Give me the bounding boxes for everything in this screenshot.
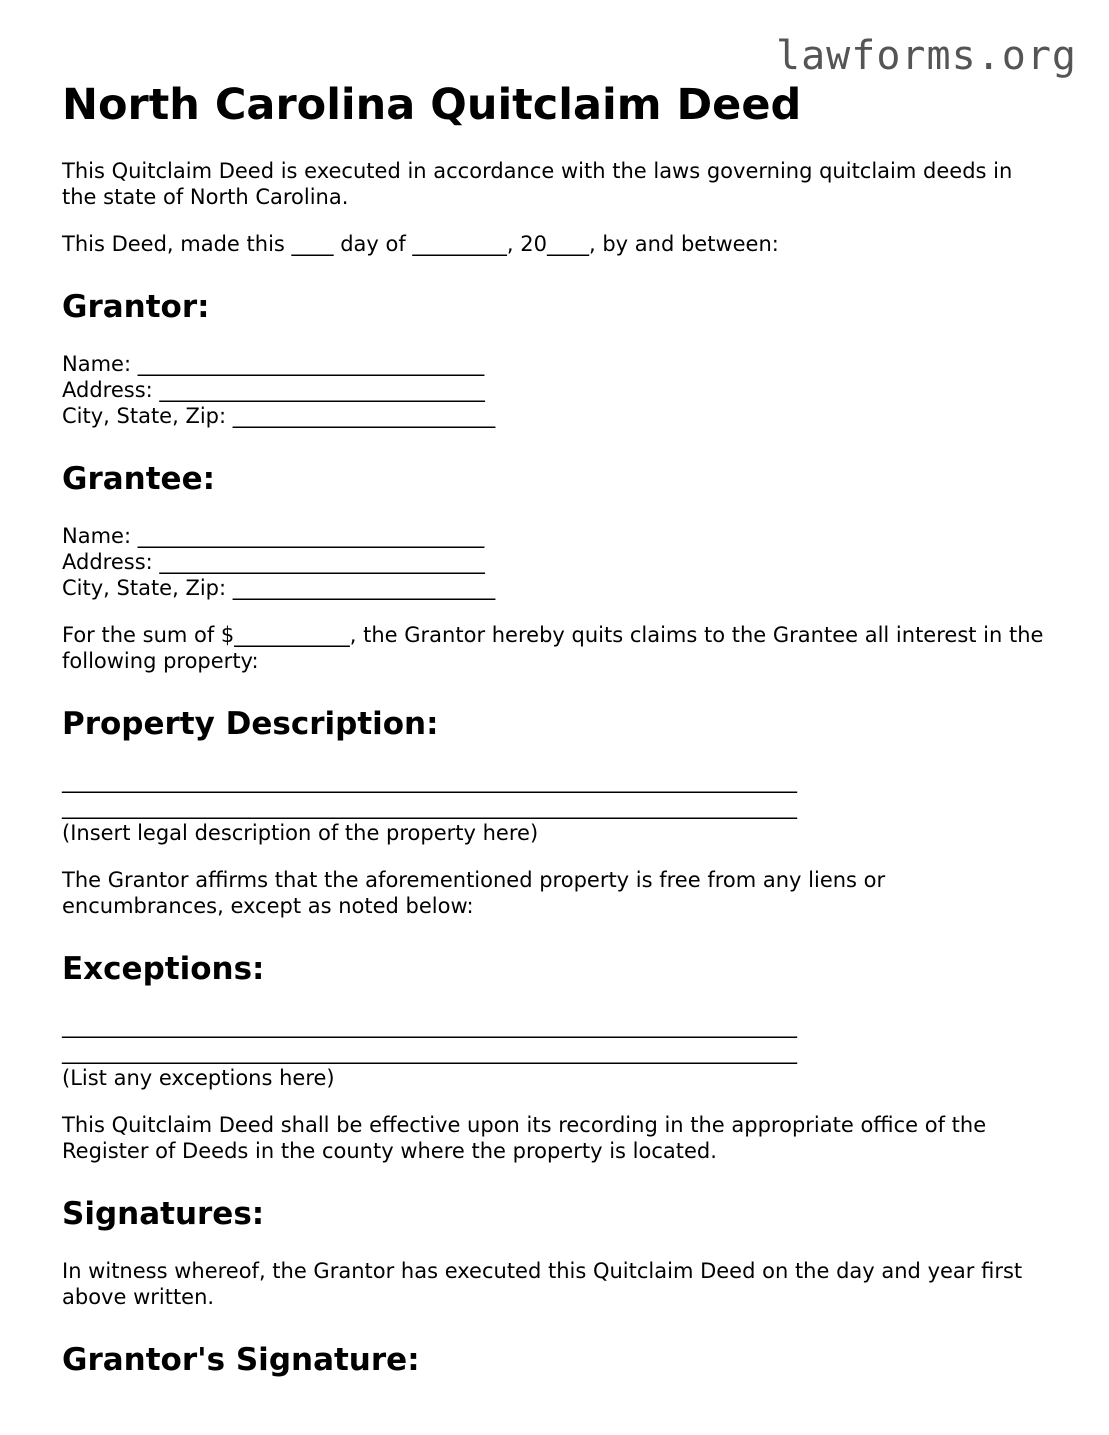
property-note: (Insert legal description of the property here): [62, 821, 539, 845]
exceptions-line-1: ______________________________________________________________________: [62, 1014, 797, 1038]
signatures-heading: Signatures:: [62, 1196, 265, 1232]
grantee-city-field: City, State, Zip: _________________________: [62, 576, 496, 600]
document-page: [62, 78, 1052, 1380]
effective-paragraph: This Quitclaim Deed shall be effective upon its recording in the appropriate office of the Register of Deeds in the county where the property is located.: [62, 1113, 987, 1163]
watermark-logo: lawforms.org: [776, 33, 1077, 79]
page-title: North Carolina Quitclaim Deed: [62, 80, 802, 130]
property-line-1: ______________________________________________________________________: [62, 769, 797, 793]
exceptions-heading: Exceptions:: [62, 951, 265, 987]
grantee-address-field: Address: _______________________________: [62, 550, 485, 574]
affirmation-paragraph: The Grantor affirms that the aforementioned property is free from any liens or encumbrances, except as noted below:: [62, 868, 886, 918]
property-line-2: ______________________________________________________________________: [62, 795, 797, 819]
grantor-signature-heading: Grantor's Signature:: [62, 1342, 420, 1378]
property-heading: Property Description:: [62, 706, 439, 742]
exceptions-line-2: ______________________________________________________________________: [62, 1040, 797, 1064]
grantee-heading: Grantee:: [62, 461, 215, 497]
grantor-name-field: Name: _________________________________: [62, 352, 485, 376]
exceptions-note: (List any exceptions here): [62, 1066, 335, 1090]
consideration-paragraph: For the sum of $___________, the Grantor hereby quits claims to the Grantee all interest in the following property:: [62, 623, 1044, 673]
grantee-name-field: Name: _________________________________: [62, 524, 485, 548]
grantor-city-field: City, State, Zip: _________________________: [62, 404, 496, 428]
grantor-heading: Grantor:: [62, 289, 210, 325]
intro-paragraph: This Quitclaim Deed is executed in accordance with the laws governing quitclaim deeds in the state of North Carolina.: [62, 159, 1013, 209]
deed-date-line: This Deed, made this ____ day of _________, 20____, by and between:: [62, 232, 779, 256]
grantor-address-field: Address: _______________________________: [62, 378, 485, 402]
signatures-paragraph: In witness whereof, the Grantor has executed this Quitclaim Deed on the day and year first above written.: [62, 1259, 1023, 1309]
